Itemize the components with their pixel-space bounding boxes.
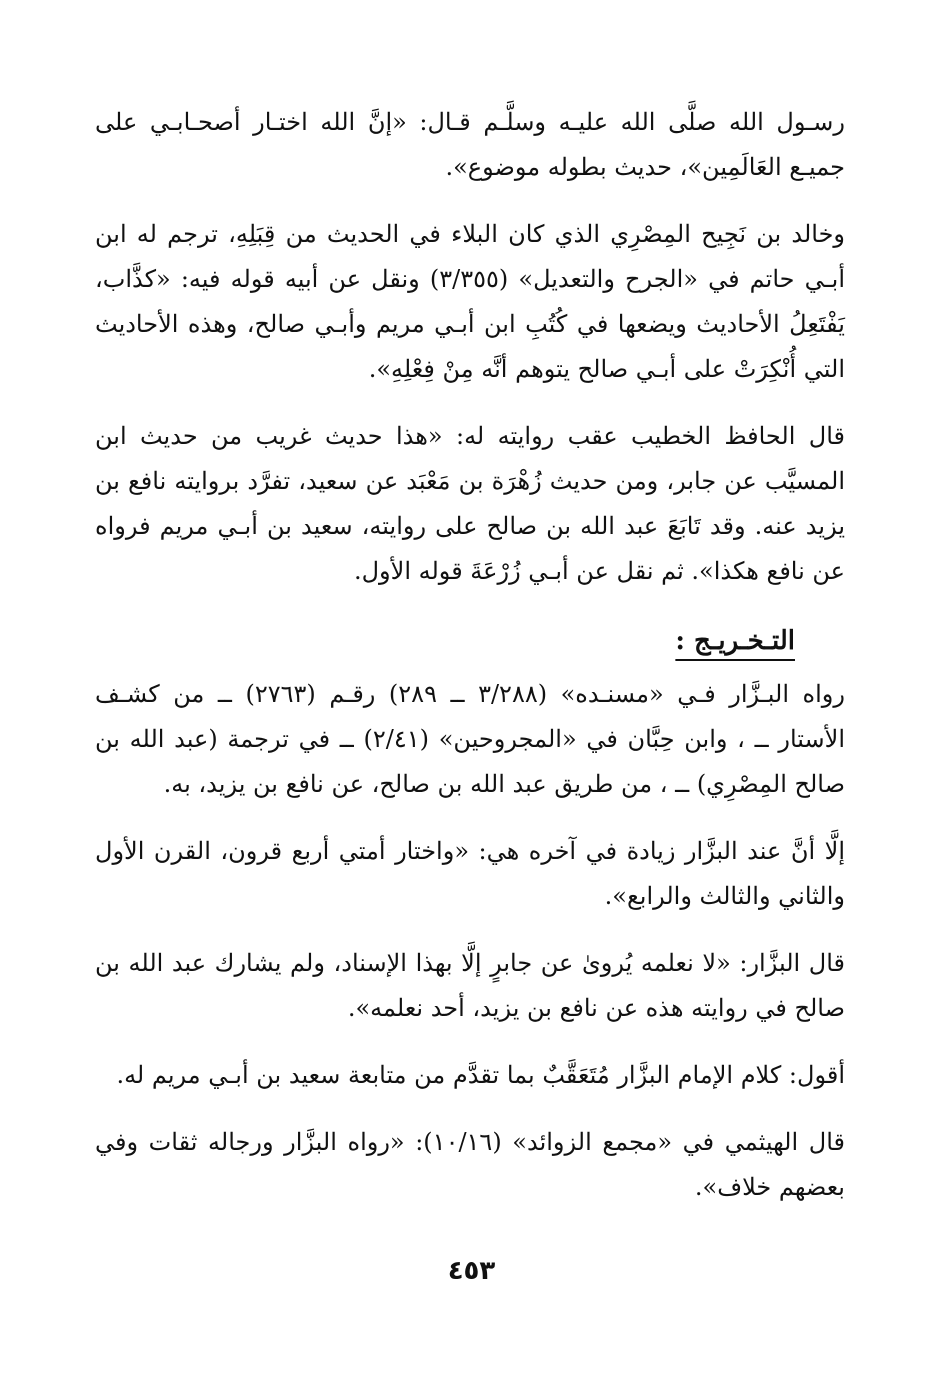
page-number: ٤٥٣: [447, 1256, 496, 1286]
paragraph-6: قال البزَّار: «لا نعلمه يُروىٰ عن جابرٍ إلَّا بهذا الإسناد، ولم يشارك عبد الله بن صالح في روايته هذه عن نافع بن يزيد، أحد نعلمه».: [95, 949, 845, 1022]
paragraph-8: قال الهيثمي في «مجمع الزوائد» (١٠/١٦): «رواه البزَّار ورجاله ثقات وفي بعضهم خلاف».: [95, 1128, 845, 1201]
paragraph-3: قال الحافظ الخطيب عقب روايته له: «هذا حديث غريب من حديث ابن المسيَّب عن جابر، ومن حديث زُهْرَة بن مَعْبَد عن سعيد، تفرَّد بروايته نافع بن يزيد عنه. وقد تَابَعَ عبد الله بن صالح على روايته، سعيد بن أبـي مريم فرواه عن نافع هكذا». ثم نقل عن أبـي زُرْعَةَ قوله الأول.: [95, 422, 845, 585]
paragraph-4: رواه البـزَّار فـي «مسنـده» (٣/٢٨٨ ــ ٢٨٩) رقـم (٢٧٦٣) ــ من كشـف الأستار ــ ، وابن حِبَّان في «المجروحين» (٢/٤١) ــ في ترجمة (عبد الله بن صالح المِصْرِي) ــ ، من طريق عبد الله بن صالح، عن نافع بن يزيد، به.: [95, 680, 845, 798]
paragraph-2: وخالد بن نَجِيح المِصْرِي الذي كان البلاء في الحديث من قِبَلِهِ، ترجم له ابن أبـي حاتم في «الجرح والتعديل» (٣/٣٥٥) ونقل عن أبيه قوله فيه: «كذَّاب، يَفْتَعِلُ الأحاديث ويضعها في كُتُبِ ابن أبـي مريم وأبـي صالح، وهذه الأحاديث التي أُنْكِرَتْ على أبـي صالح يتوهم أنَّه مِنْ فِعْلِهِ».: [95, 220, 845, 383]
paragraph-7: أقول: كلام الإمام البزَّار مُتَعَقَّبٌ بما تقدَّم من متابعة سعيد بن أبـي مريم له.: [116, 1061, 845, 1089]
page-body: [95, 100, 845, 1232]
paragraph-1: رسـول الله صلَّى الله عليـه وسلَّـم قـال: «إنَّ الله اختـار أصحـابـي على جميـع العَالَمِين»، حديث بطوله موضوع».: [95, 108, 845, 181]
paragraph-5: إلَّا أنَّ عند البزَّار زيادة في آخره هي: «واختار أمتي أربع قرون، القرن الأول والثاني والثالث والرابع».: [95, 837, 845, 910]
section-heading-takhrij: التـخـريـج :: [675, 626, 795, 656]
